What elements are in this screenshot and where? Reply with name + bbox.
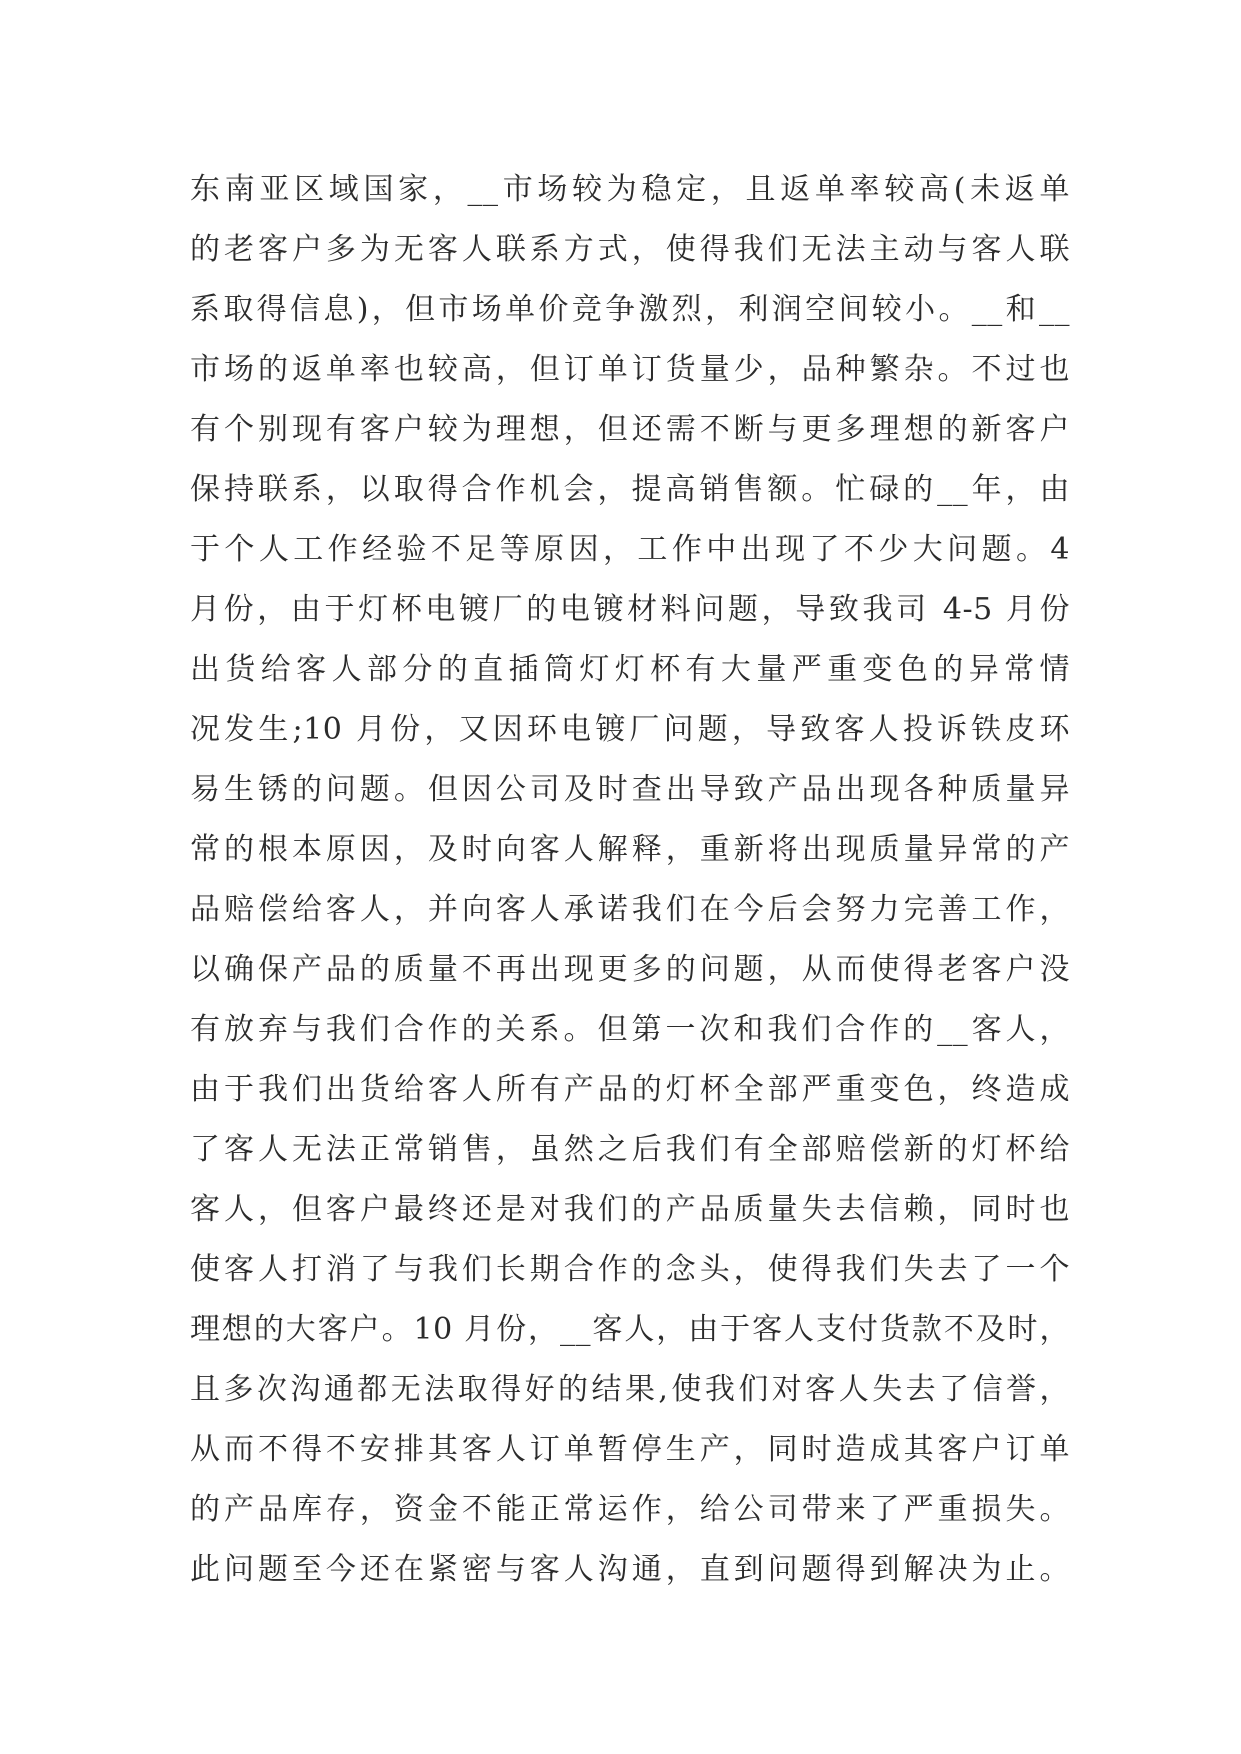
text-line-9: 出货给客人部分的直插筒灯灯杯有大量严重变色的异常情 xyxy=(190,652,1070,687)
text-line-21: 且多次沟通都无法取得好的结果,使我们对客人失去了信誉， xyxy=(190,1372,1070,1407)
text-line-14: 以确保产品的质量不再出现更多的问题，从而使得老客户没 xyxy=(190,952,1070,987)
text-line-11: 易生锈的问题。但因公司及时查出导致产品出现各种质量异 xyxy=(190,772,1070,807)
text-line-16: 由于我们出货给客人所有产品的灯杯全部严重变色，终造成 xyxy=(190,1072,1070,1107)
text-line-18: 客人，但客户最终还是对我们的产品质量失去信赖，同时也 xyxy=(190,1192,1070,1227)
text-line-6: 保持联系，以取得合作机会，提高销售额。忙碌的__年，由 xyxy=(190,472,1070,507)
text-line-20: 理想的大客户。10 月份，__客人，由于客人支付货款不及时， xyxy=(190,1312,1070,1347)
text-line-8: 月份，由于灯杯电镀厂的电镀材料问题，导致我司 4-5 月份 xyxy=(190,592,1070,627)
body-text xyxy=(190,160,1070,1600)
text-line-12: 常的根本原因，及时向客人解释，重新将出现质量异常的产 xyxy=(190,832,1070,867)
text-line-17: 了客人无法正常销售，虽然之后我们有全部赔偿新的灯杯给 xyxy=(190,1132,1070,1167)
text-line-10: 况发生;10 月份，又因环电镀厂问题，导致客人投诉铁皮环 xyxy=(190,712,1070,747)
text-line-22: 从而不得不安排其客人订单暂停生产，同时造成其客户订单 xyxy=(190,1432,1070,1467)
text-line-3: 系取得信息)，但市场单价竞争激烈，利润空间较小。__和__ xyxy=(190,292,1070,327)
text-line-1: 东南亚区域国家，__市场较为稳定，且返单率较高(未返单 xyxy=(190,172,1070,207)
text-line-19: 使客人打消了与我们长期合作的念头，使得我们失去了一个 xyxy=(190,1252,1070,1287)
text-line-2: 的老客户多为无客人联系方式，使得我们无法主动与客人联 xyxy=(190,232,1070,267)
text-line-13: 品赔偿给客人，并向客人承诺我们在今后会努力完善工作， xyxy=(190,892,1070,927)
text-line-23: 的产品库存，资金不能正常运作，给公司带来了严重损失。 xyxy=(190,1492,1070,1527)
text-line-7: 于个人工作经验不足等原因，工作中出现了不少大问题。4 xyxy=(190,532,1070,567)
text-line-5: 有个别现有客户较为理想，但还需不断与更多理想的新客户 xyxy=(190,412,1070,447)
text-line-15: 有放弃与我们合作的关系。但第一次和我们合作的__客人， xyxy=(190,1012,1070,1047)
text-line-24: 此问题至今还在紧密与客人沟通，直到问题得到解决为止。 xyxy=(190,1552,1070,1587)
text-line-4: 市场的返单率也较高，但订单订货量少，品种繁杂。不过也 xyxy=(190,352,1070,387)
